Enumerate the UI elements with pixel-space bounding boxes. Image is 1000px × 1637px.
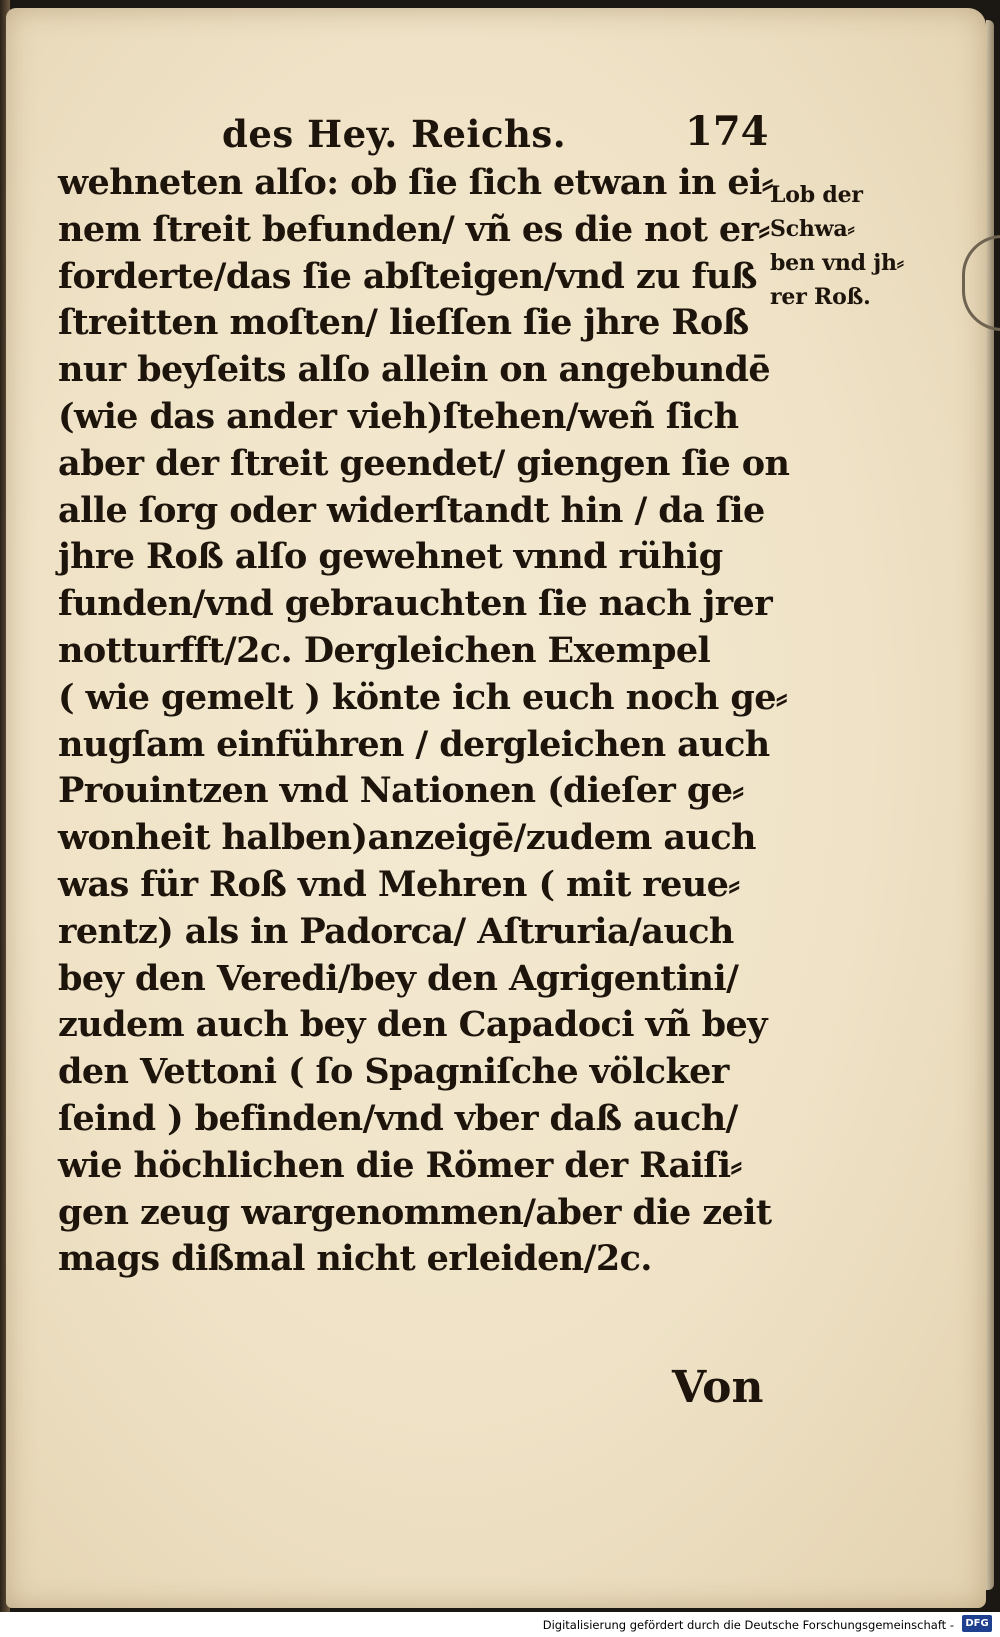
text-line: jhre Roß alſo gewehnet vnnd rühig — [58, 536, 723, 578]
text-line: alle ſorg oder widerſtandt hin / da ſie — [58, 489, 765, 531]
text-line: ſtreitten moſten/ lieſſen ſie jhre Roß — [58, 302, 749, 344]
marginal-line: ben vnd jh⸗ — [770, 250, 904, 276]
text-line: rentz) als in Padorca/ Aſtruria/auch — [58, 910, 734, 952]
text-line: was für Roß vnd Mehren ( mit reue⸗ — [58, 863, 740, 905]
text-line: funden/vnd gebrauchten ſie nach jrer — [58, 583, 773, 625]
text-line: mags dißmal nicht erleiden/2c. — [58, 1238, 652, 1280]
text-line: nem ſtreit befunden/ vñ es die not er⸗ — [58, 208, 770, 250]
text-line: ſeind ) befinden/vnd vber daß auch/ — [58, 1097, 738, 1139]
text-line: Prouintzen vnd Nationen (dieſer ge⸗ — [58, 770, 744, 812]
running-head: des Hey. Reichs. — [222, 112, 567, 156]
text-line: bey den Veredi/bey den Agrigentini/ — [58, 957, 739, 999]
dfg-logo: DFG — [962, 1615, 992, 1632]
text-line: wie höchlichen die Römer der Raiſi⸗ — [58, 1144, 742, 1186]
page-number: 174 — [685, 108, 769, 155]
marginal-line: Lob der — [770, 182, 863, 208]
text-line: (wie das ander vieh)ſtehen/weñ ſich — [58, 395, 739, 437]
marginal-line: Schwa⸗ — [770, 216, 855, 242]
text-line: forderte/das ſie abſteigen/vnd zu fuß — [58, 255, 757, 297]
text-line: nugſam einführen / dergleichen auch — [58, 723, 770, 765]
footer-credit: Digitalisierung gefördert durch die Deutsche Forschungsgemeinschaft - — [542, 1618, 954, 1632]
text-line: wehneten alſo: ob ſie ſich etwan in ei⸗ — [58, 162, 773, 203]
catchword: Von — [672, 1362, 764, 1413]
text-line: aber der ſtreit geendet/ giengen ſie on — [58, 442, 790, 484]
text-line: ( wie gemelt ) könte ich euch noch ge⸗ — [58, 676, 787, 718]
text-line: wonheit halben)anzeigē/zudem auch — [58, 817, 756, 859]
text-line: nur beyſeits alſo allein on angebundē — [58, 349, 771, 391]
marginal-note — [770, 178, 920, 314]
text-line: den Vettoni ( ſo Spagniſche völcker — [58, 1051, 729, 1093]
marginal-line: rer Roß. — [770, 284, 871, 310]
body-text-block — [58, 160, 790, 1283]
text-line: zudem auch bey den Capadoci vñ bey — [58, 1004, 767, 1046]
text-line: notturfft/2c. Dergleichen Exempel — [58, 629, 711, 671]
text-line: gen zeug wargenommen/aber die zeit — [58, 1191, 772, 1233]
